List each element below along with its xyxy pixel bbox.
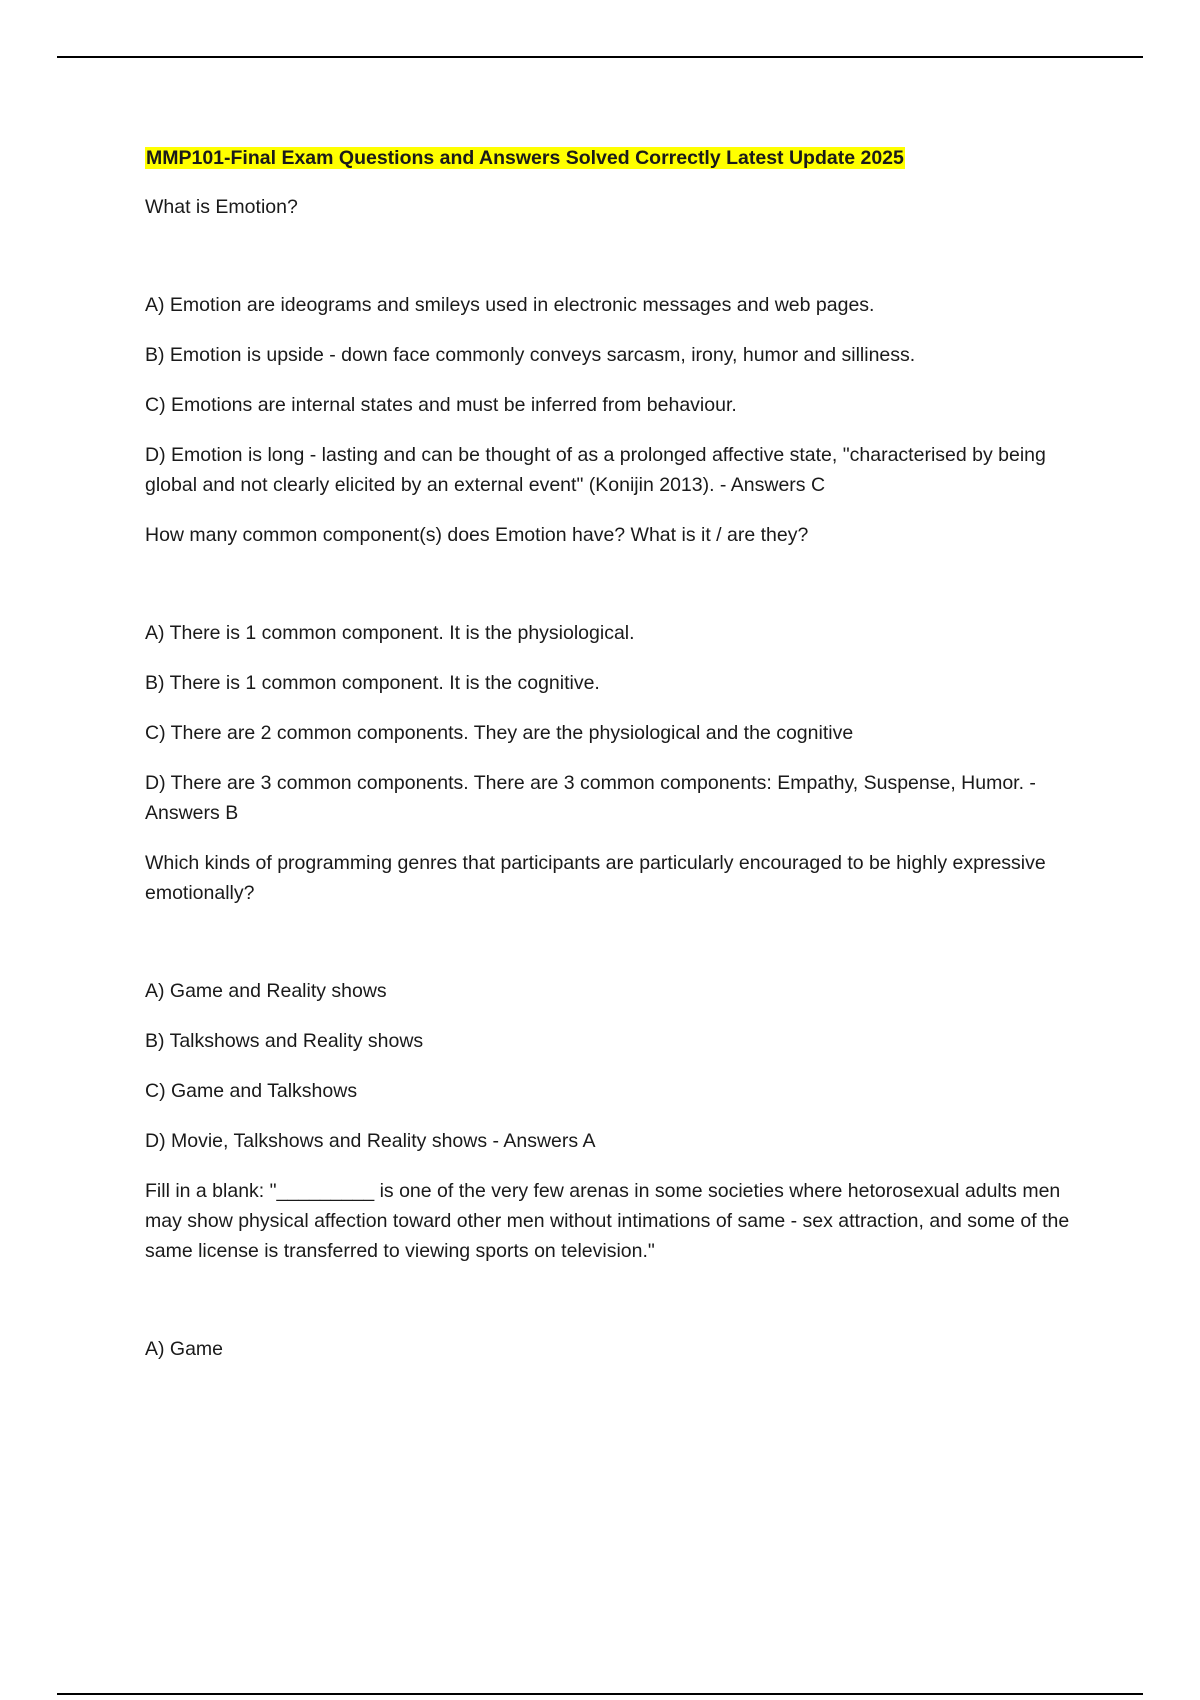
answer-option: A) Emotion are ideograms and smileys used in electronic messages and web pages. [145, 294, 875, 316]
answer-option: A) There is 1 common component. It is the physiological. [145, 622, 635, 644]
question-prompt: What is Emotion? [145, 196, 298, 218]
answer-option: B) Emotion is upside - down face commonly conveys sarcasm, irony, humor and silliness. [145, 344, 916, 366]
title-wrap [145, 143, 1095, 173]
header-rule [57, 56, 1143, 58]
spacer [145, 242, 1095, 290]
document-title: MMP101-Final Exam Questions and Answers Solved Correctly Latest Update 2025 [146, 147, 904, 169]
answer-option: C) Game and Talkshows [145, 1080, 358, 1102]
document-body [145, 143, 1095, 1384]
question-prompt: Fill in a blank: "_________ is one of the very few arenas in some societies where hetorosexual adults men may show physical affection toward other men without intimations of same - sex attraction, and some of the same license is transferred to viewing sports on television." [145, 1180, 1070, 1262]
answer-option: B) Talkshows and Reality shows [145, 1030, 424, 1052]
question-prompt: Which kinds of programming genres that participants are particularly encouraged to be highly expressive emotionally? [145, 852, 1046, 904]
spacer [145, 928, 1095, 976]
answer-option: C) Emotions are internal states and must be inferred from behaviour. [145, 394, 737, 416]
answer-option: D) There are 3 common components. There are 3 common components: Empathy, Suspense, Humor. - Answers B [145, 772, 1036, 824]
answer-option: B) There is 1 common component. It is the cognitive. [145, 672, 600, 694]
footer-rule [57, 1693, 1143, 1695]
spacer [145, 1286, 1095, 1334]
question-prompt: How many common component(s) does Emotion have? What is it / are they? [145, 524, 809, 546]
spacer [145, 570, 1095, 618]
answer-option: C) There are 2 common components. They are the physiological and the cognitive [145, 722, 854, 744]
answer-option: D) Movie, Talkshows and Reality shows - Answers A [145, 1130, 596, 1152]
answer-option: A) Game [145, 1338, 224, 1360]
answer-option: D) Emotion is long - lasting and can be thought of as a prolonged affective state, "characterised by being global and not clearly elicited by an external event" (Konijin 2013). - Answers C [145, 444, 1046, 496]
answer-option: A) Game and Reality shows [145, 980, 387, 1002]
